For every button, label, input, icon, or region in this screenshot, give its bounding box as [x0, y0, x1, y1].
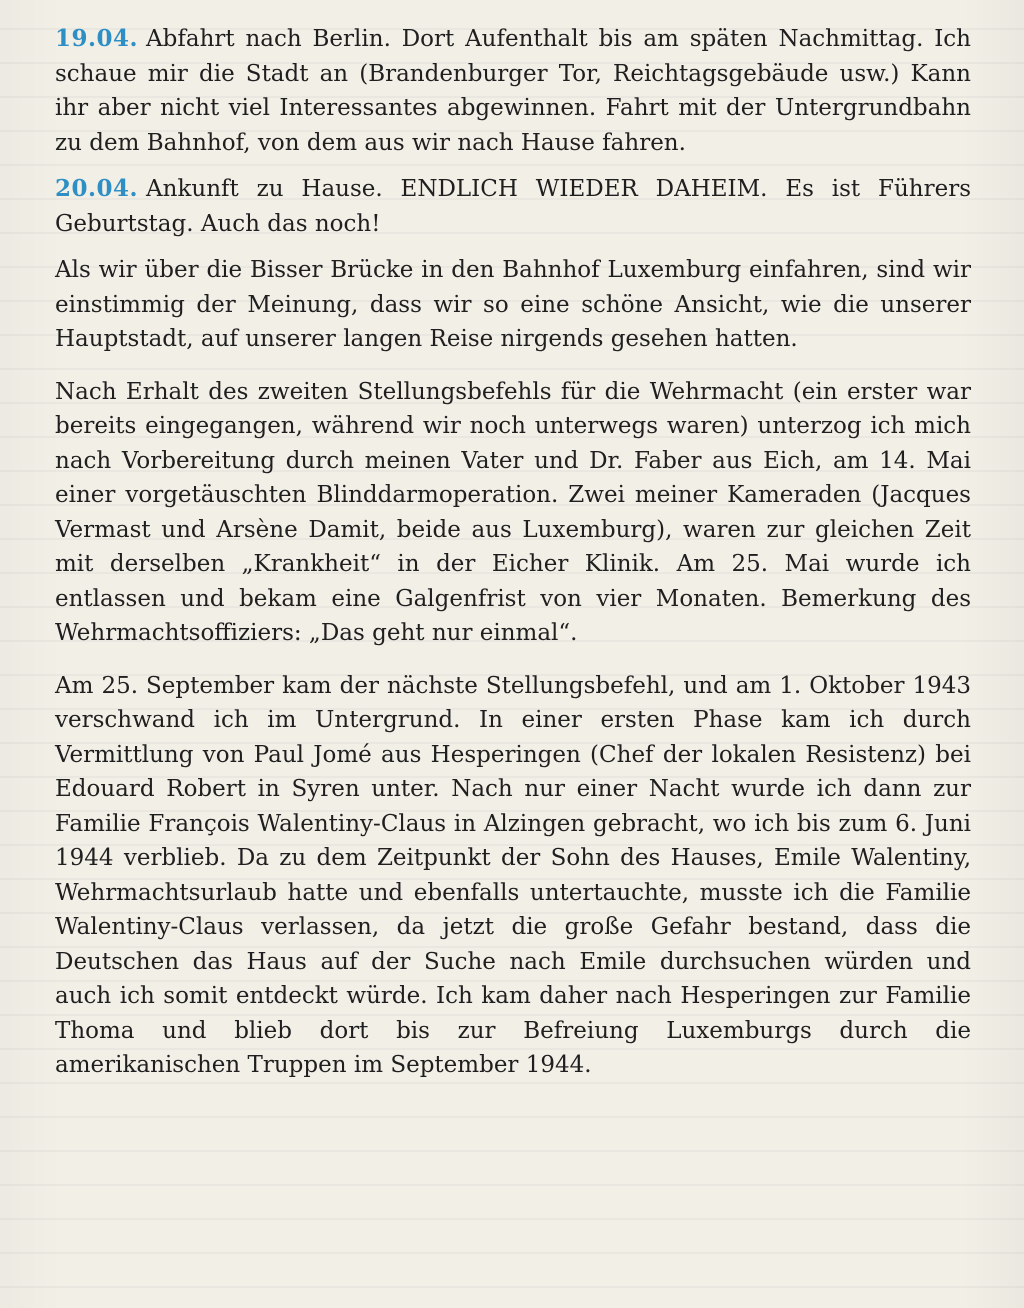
text-column: [55, 22, 971, 1101]
entry-date: 20.04.: [55, 175, 139, 202]
diary-entry: [55, 172, 971, 241]
body-paragraph: Am 25. September kam der nächste Stellungsbefehl, und am 1. Oktober 1943 verschwand ich im Untergrund. In einer ersten Phase kam ich durch Vermittlung von Paul Jomé aus Hesperingen (Chef der lokalen Resistenz) bei Edouard Robert in Syren unter. Nach nur einer Nacht wurde ich dann zur Familie François Walentiny-Claus in Alzingen gebracht, wo ich bis zum 6. Juni 1944 verblieb. Da zu dem Zeitpunkt der Sohn des Hauses, Emile Walentiny, Wehrmachtsurlaub hatte und ebenfalls untertauchte, musste ich die Familie Walentiny-Claus verlassen, da jetzt die große Gefahr bestand, dass die Deutschen das Haus auf der Suche nach Emile durchsuchen würden und auch ich somit entdeckt würde. Ich kam daher nach Hesperingen zur Familie Thoma und blieb dort bis zur Befreiung Luxemburgs durch die amerikanischen Truppen im September 1944.: [55, 672, 971, 1078]
body-paragraph: Als wir über die Bisser Brücke in den Bahnhof Luxemburg einfahren, sind wir einstimmig der Meinung, dass wir so eine schöne Ansicht, wie die unserer Hauptstadt, auf unserer langen Reise nirgends gesehen hatten.: [55, 257, 971, 352]
entry-date: 19.04.: [55, 25, 139, 52]
entry-text: Ankunft zu Hause. ENDLICH WIEDER DAHEIM. Es ist Führers Geburtstag. Auch das noch!: [55, 176, 971, 237]
entry-text: Abfahrt nach Berlin. Dort Aufenthalt bis am späten Nachmittag. Ich schaue mir die Stadt an (Brandenburger Tor, Reichtagsgebäude usw.) Kann ihr aber nicht viel Interessantes abgewinnen. Fahrt mit der Untergrundbahn zu dem Bahnhof, von dem aus wir nach Hause fahren.: [55, 26, 971, 156]
body-paragraph: Nach Erhalt des zweiten Stellungsbefehls für die Wehrmacht (ein erster war bereits eingegangen, während wir noch unterwegs waren) unterzog ich mich nach Vorbereitung durch meinen Vater und Dr. Faber aus Eich, am 14. Mai einer vorgetäuschten Blinddarmoperation. Zwei meiner Kameraden (Jacques Vermast und Arsène Damit, beide aus Luxemburg), waren zur gleichen Zeit mit derselben „Krankheit“ in der Eicher Klinik. Am 25. Mai wurde ich entlassen und bekam eine Galgenfrist von vier Monaten. Bemerkung des Wehrmachtsoffiziers: „Das geht nur einmal“.: [55, 378, 971, 646]
diary-entry: [55, 22, 971, 160]
